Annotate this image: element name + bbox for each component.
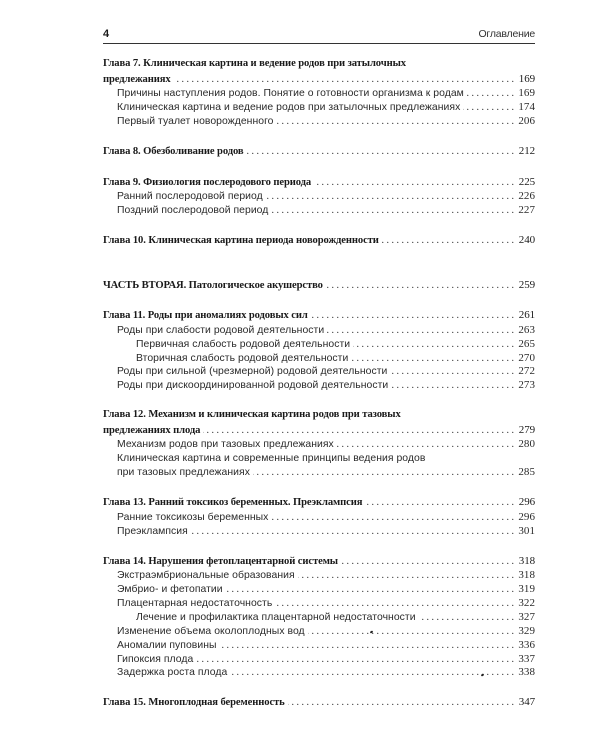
dot-leader (391, 379, 514, 393)
dot-leader (230, 666, 514, 680)
toc-chapter-title: Глава 8. Обезболивание родов (103, 145, 244, 157)
toc-chapter-11[interactable] (103, 308, 535, 324)
toc-chapter-title: предлежаниях плода (103, 424, 201, 436)
dot-leader (419, 611, 514, 625)
toc-item-title: Клиническая картина и современные принципы ведения родов (117, 453, 426, 465)
toc-item[interactable] (103, 365, 535, 379)
table-of-contents (103, 57, 535, 711)
dot-leader (196, 653, 514, 667)
toc-page-number: 296 (518, 496, 535, 509)
toc-page-number: 261 (518, 309, 535, 322)
toc-item-title: Поздний послеродовой период (117, 205, 269, 216)
dot-leader (337, 438, 514, 452)
toc-item-title: Лечение и профилактика плацентарной недостаточности (136, 611, 416, 623)
dot-leader (365, 496, 514, 511)
toc-item-title: Гипоксия плода (117, 653, 194, 665)
toc-page-number: 322 (518, 596, 535, 609)
toc-item[interactable] (103, 190, 535, 204)
toc-item-title: Ранние токсикозы беременных (117, 511, 269, 523)
toc-item-title: Роды при дискоординированной родовой деятельности (117, 380, 389, 392)
toc-subitem[interactable] (103, 611, 535, 625)
toc-page-number: 259 (518, 278, 535, 291)
toc-chapter-13[interactable] (103, 495, 535, 511)
dot-leader (220, 639, 514, 653)
toc-subitem[interactable] (103, 352, 535, 366)
toc-item[interactable] (103, 379, 535, 393)
toc-chapter-title: Глава 12. Механизм и клиническая картина родов при тазовых (103, 409, 401, 421)
toc-page-number: 206 (518, 115, 535, 127)
dot-leader (191, 525, 514, 539)
toc-chapter-title: предлежаниях (103, 73, 171, 85)
dot-leader (298, 569, 514, 583)
toc-item[interactable] (103, 511, 535, 525)
toc-item-title: Первичная слабость родовой деятельности (136, 338, 351, 350)
toc-item-title: Аномалии пуповины (117, 639, 217, 651)
toc-page-number: 279 (518, 423, 535, 436)
toc-item[interactable] (103, 324, 535, 338)
toc-item-title: Задержка роста плода (117, 667, 228, 679)
toc-chapter-7[interactable] (103, 72, 535, 88)
toc-subitem[interactable] (103, 338, 535, 352)
dot-leader (314, 176, 514, 191)
page-number: 4 (103, 28, 110, 40)
toc-item[interactable] (103, 204, 535, 218)
toc-item[interactable] (103, 666, 535, 680)
toc-item-title: Клиническая картина и ведение родов при затылочных предлежаниях (117, 102, 461, 114)
dot-leader (308, 625, 514, 639)
toc-item-title: Роды при слабости родовой деятельности (117, 324, 325, 336)
toc-item-title: Экстраэмбриональные образования (117, 570, 295, 582)
toc-page-number: 212 (518, 144, 535, 157)
dot-leader (253, 466, 514, 480)
dot-leader (341, 555, 514, 570)
toc-item[interactable] (103, 525, 535, 539)
running-title: Оглавление (478, 28, 535, 40)
toc-item[interactable] (103, 583, 535, 597)
toc-page-number: 240 (518, 233, 535, 246)
dot-leader (351, 352, 514, 366)
dot-leader (463, 101, 514, 115)
dot-leader (275, 597, 514, 611)
dot-leader (174, 73, 514, 88)
toc-item[interactable] (103, 466, 535, 480)
toc-chapter-title: Глава 13. Ранний токсикоз беременных. Преэклампсия (103, 497, 363, 509)
toc-page-number: 301 (518, 524, 535, 537)
toc-part-2[interactable] (103, 278, 535, 294)
toc-page-number: 285 (518, 466, 535, 479)
toc-page-number: 280 (518, 438, 535, 451)
toc-item-line1[interactable] (103, 452, 535, 466)
toc-chapter-7-line1[interactable] (103, 57, 535, 72)
toc-item[interactable] (103, 101, 535, 115)
toc-item[interactable] (103, 597, 535, 611)
book-page (103, 28, 535, 709)
toc-item[interactable] (103, 625, 535, 639)
toc-chapter-title: Глава 7. Клиническая картина и ведение родов при затылочных (103, 58, 406, 69)
toc-item-title: Ранний послеродовой период (117, 191, 263, 203)
toc-page-number: 337 (518, 652, 535, 665)
toc-chapter-12-line1[interactable] (103, 408, 535, 423)
toc-page-number: 318 (518, 554, 535, 567)
toc-item[interactable] (103, 569, 535, 583)
dot-leader (226, 583, 514, 597)
dot-leader (311, 309, 514, 324)
toc-page-number: 270 (518, 351, 535, 364)
toc-page-number: 226 (518, 190, 535, 203)
toc-page-number: 318 (518, 569, 535, 582)
dot-leader (382, 234, 514, 249)
toc-chapter-title: Глава 9. Физиология послеродового периода (103, 176, 312, 188)
dot-leader (203, 424, 514, 439)
toc-page-number: 327 (518, 610, 535, 623)
toc-page-number: 347 (518, 696, 535, 709)
toc-chapter-title: Глава 14. Нарушения фетоплацентарной системы (103, 555, 338, 567)
toc-item-title: Вторичная слабость родовой деятельности (136, 352, 349, 364)
toc-item-title: при тазовых предлежаниях (117, 467, 250, 479)
dot-leader (266, 190, 514, 204)
toc-page-number: 296 (518, 510, 535, 523)
toc-chapter-14[interactable] (103, 554, 535, 570)
dot-leader (271, 511, 514, 525)
toc-item-title: Механизм родов при тазовых предлежаниях (117, 439, 334, 451)
toc-item-title: Преэклампсия (117, 525, 188, 537)
toc-item-title: Эмбрио- и фетопатии (117, 584, 223, 596)
toc-item-title: Первый туалет новорожденного (117, 116, 274, 127)
toc-chapter-15[interactable] (103, 695, 535, 711)
toc-page-number: 169 (518, 87, 535, 100)
toc-page-number: 174 (518, 101, 535, 114)
toc-page-number: 227 (518, 204, 535, 216)
toc-page-number: 169 (518, 72, 535, 85)
toc-page-number: 272 (518, 365, 535, 378)
dot-leader (288, 696, 514, 711)
dot-leader (277, 115, 514, 129)
toc-page-number: 265 (518, 337, 535, 350)
toc-item-title: Плацентарная недостаточность (117, 597, 273, 609)
dot-leader (326, 279, 514, 294)
dot-leader (327, 324, 514, 338)
toc-item[interactable] (103, 115, 535, 129)
toc-item-title: Причины наступления родов. Понятие о готовности организма к родам (117, 88, 464, 100)
toc-item[interactable] (103, 438, 535, 452)
toc-item-title: Изменение объема околоплодных вод (117, 625, 305, 637)
dot-leader (271, 204, 514, 218)
toc-item-title: Роды при сильной (чрезмерной) родовой деятельности (117, 366, 388, 378)
toc-chapter-10[interactable] (103, 233, 535, 249)
toc-page-number: 336 (518, 638, 535, 651)
toc-item[interactable] (103, 87, 535, 101)
toc-chapter-9[interactable] (103, 175, 535, 191)
dot-leader (247, 145, 514, 160)
toc-item[interactable] (103, 653, 535, 667)
toc-chapter-8[interactable] (103, 144, 535, 160)
toc-page-number: 329 (518, 624, 535, 637)
toc-page-number: 225 (518, 175, 535, 188)
dot-leader (353, 338, 514, 352)
dot-leader (390, 365, 514, 379)
running-header (103, 28, 535, 44)
toc-chapter-title: Глава 11. Роды при аномалиях родовых сил (103, 310, 308, 322)
toc-page-number: 263 (518, 323, 535, 336)
toc-chapter-title: Глава 15. Многоплодная беременность (103, 697, 285, 709)
toc-part-title: ЧАСТЬ ВТОРАЯ. Патологическое акушерство (103, 279, 323, 291)
toc-item[interactable] (103, 639, 535, 653)
toc-chapter-title: Глава 10. Клиническая картина периода новорожденности (103, 234, 379, 246)
toc-page-number: 273 (518, 379, 535, 392)
toc-page-number: 319 (518, 583, 535, 596)
toc-page-number: 338 (518, 666, 535, 679)
dot-leader (467, 87, 514, 101)
toc-chapter-12[interactable] (103, 423, 535, 439)
